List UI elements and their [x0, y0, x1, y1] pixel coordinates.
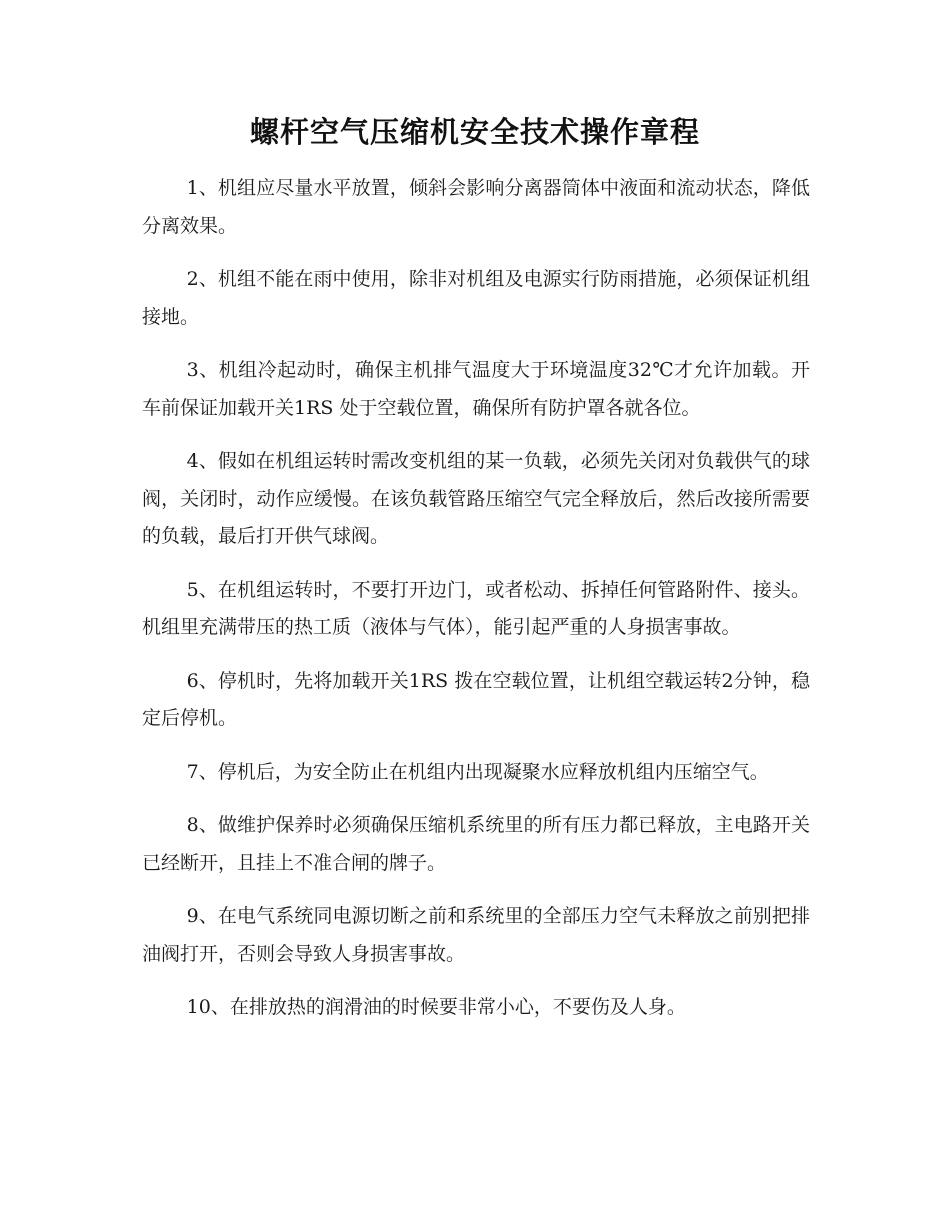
paragraph-2: 2、机组不能在雨中使用，除非对机组及电源实行防雨措施，必须保证机组接地。 [142, 268, 810, 328]
paragraph-1: 1、机组应尽量水平放置，倾斜会影响分离器筒体中液面和流动状态，降低分离效果。 [142, 177, 810, 237]
document-body [142, 170, 810, 1027]
paragraph-6: 6、停机时，先将加载开关1RS 拨在空载位置，让机组空载运转2分钟，稳定后停机。 [142, 669, 810, 729]
paragraph-5: 5、在机组运转时，不要打开边门，或者松动、拆掉任何管路附件、接头。机组里充满带压的热工质（液体与气体），能引起严重的人身损害事故。 [142, 578, 810, 638]
paragraph-9: 9、在电气系统同电源切断之前和系统里的全部压力空气未释放之前别把排油阀打开，否则会导致人身损害事故。 [142, 905, 810, 965]
paragraph-3: 3、机组冷起动时，确保主机排气温度大于环境温度32℃才允许加载。开车前保证加载开关1RS 处于空载位置，确保所有防护罩各就各位。 [142, 359, 810, 419]
paragraph-8: 8、做维护保养时必须确保压缩机系统里的所有压力都已释放，主电路开关已经断开，且挂上不准合闸的牌子。 [142, 814, 810, 874]
document-title: 螺杆空气压缩机安全技术操作章程 [249, 115, 700, 149]
paragraph-10: 10、在排放热的润滑油的时候要非常小心，不要伤及人身。 [186, 996, 686, 1018]
paragraph-4: 4、假如在机组运转时需改变机组的某一负载，必须先关闭对负载供气的球阀，关闭时，动作应缓慢。在该负载管路压缩空气完全释放后，然后改接所需要的负载，最后打开供气球阀。 [142, 450, 810, 547]
paragraph-7: 7、停机后，为安全防止在机组内出现凝聚水应释放机组内压缩空气。 [186, 760, 769, 783]
